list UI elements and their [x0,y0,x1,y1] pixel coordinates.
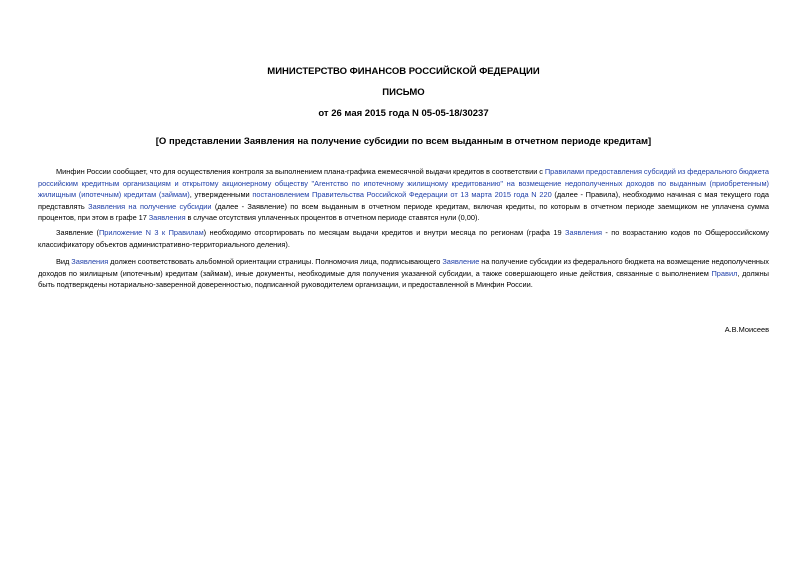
paragraph-text: в случае отсутствия уплаченных процентов в отчетном периоде ставятся нули (0,00). [185,213,480,222]
link-application[interactable]: Заявления [148,213,186,222]
paragraph-text: должен соответствовать альбомной ориентации страницы. Полномочия лица, подписывающего [108,257,443,266]
paragraph-1 [38,166,769,224]
link-application[interactable]: Заявления [71,257,109,266]
paragraph-2 [38,227,769,250]
paragraph-text: на получение субсидии из федерального бюджета на возмещение недополученных доходов по жилищным (ипотечным) кредитам (займам), иные документы, необходимые для получения указанной субсидии, а также совершающего иные действия, связанные с выполнением [38,257,769,278]
paragraph-text: ) необходимо отсортировать по месяцам выдачи кредитов и внутри месяца по регионам (графа 19 [203,228,566,237]
link-application-form[interactable]: Заявление [442,257,480,266]
paragraph-text: , должны быть подтверждены нотариально-заверенной доверенностью, подписанной руководителем организации, и предоставленной в Минфин России. [38,268,769,289]
link-rules-subsidies[interactable]: Правилами предоставления субсидий из федерального бюджета российским кредитным организациям и открытому акционерному обществу "Агентство по ипотечному жилищному кредитованию" на возмещение недополученных доходов по выданным (приобретенным) жилищным (ипотечным) кредитам (займам) [38,167,769,199]
paragraph-text: - по возрастанию кодов по Общероссийскому классификатору объектов административно-территориального деления). [38,228,769,249]
paragraph-3 [38,256,769,291]
signature: А.В.Моисеев [724,325,769,334]
paragraph-text: , утвержденными [189,190,253,199]
paragraph-text: Вид [56,257,72,266]
subject-heading: [О представлении Заявления на получение субсидии по всем выданным в отчетном периоде кредитам] [155,136,652,147]
link-application[interactable]: Заявления [565,228,602,237]
date-number-heading: от 26 мая 2015 года N 05-05-18/30237 [318,108,489,119]
link-subsidy-application[interactable]: Заявления на получение субсидии [88,201,212,211]
paragraph-text: Заявление ( [56,228,99,237]
paragraph-text: (далее - Правила), необходимо начиная с мая текущего года представлять [38,190,770,211]
ministry-heading: МИНИСТЕРСТВО ФИНАНСОВ РОССИЙСКОЙ ФЕДЕРАЦИИ [267,66,540,77]
paragraph-text: Минфин России сообщает, что для осуществления контроля за выполнением плана-графика ежемесячной выдачи кредитов в соответствии с [56,167,545,176]
link-government-decree[interactable]: постановлением Правительства Российской Федерации от 13 марта 2015 года N 220 [252,190,552,199]
link-rules[interactable]: Правил [711,268,738,278]
link-appendix-3[interactable]: Приложение N 3 к Правилам [98,228,204,237]
paragraph-text: (далее - Заявление) по всем выданным в отчетном периоде кредитам, включая кредиты, по которым в отчетном периоде заемщиком не уплачена сумма процентов, при этом в графе 17 [38,201,769,222]
document-type-heading: ПИСЬМО [382,87,425,98]
